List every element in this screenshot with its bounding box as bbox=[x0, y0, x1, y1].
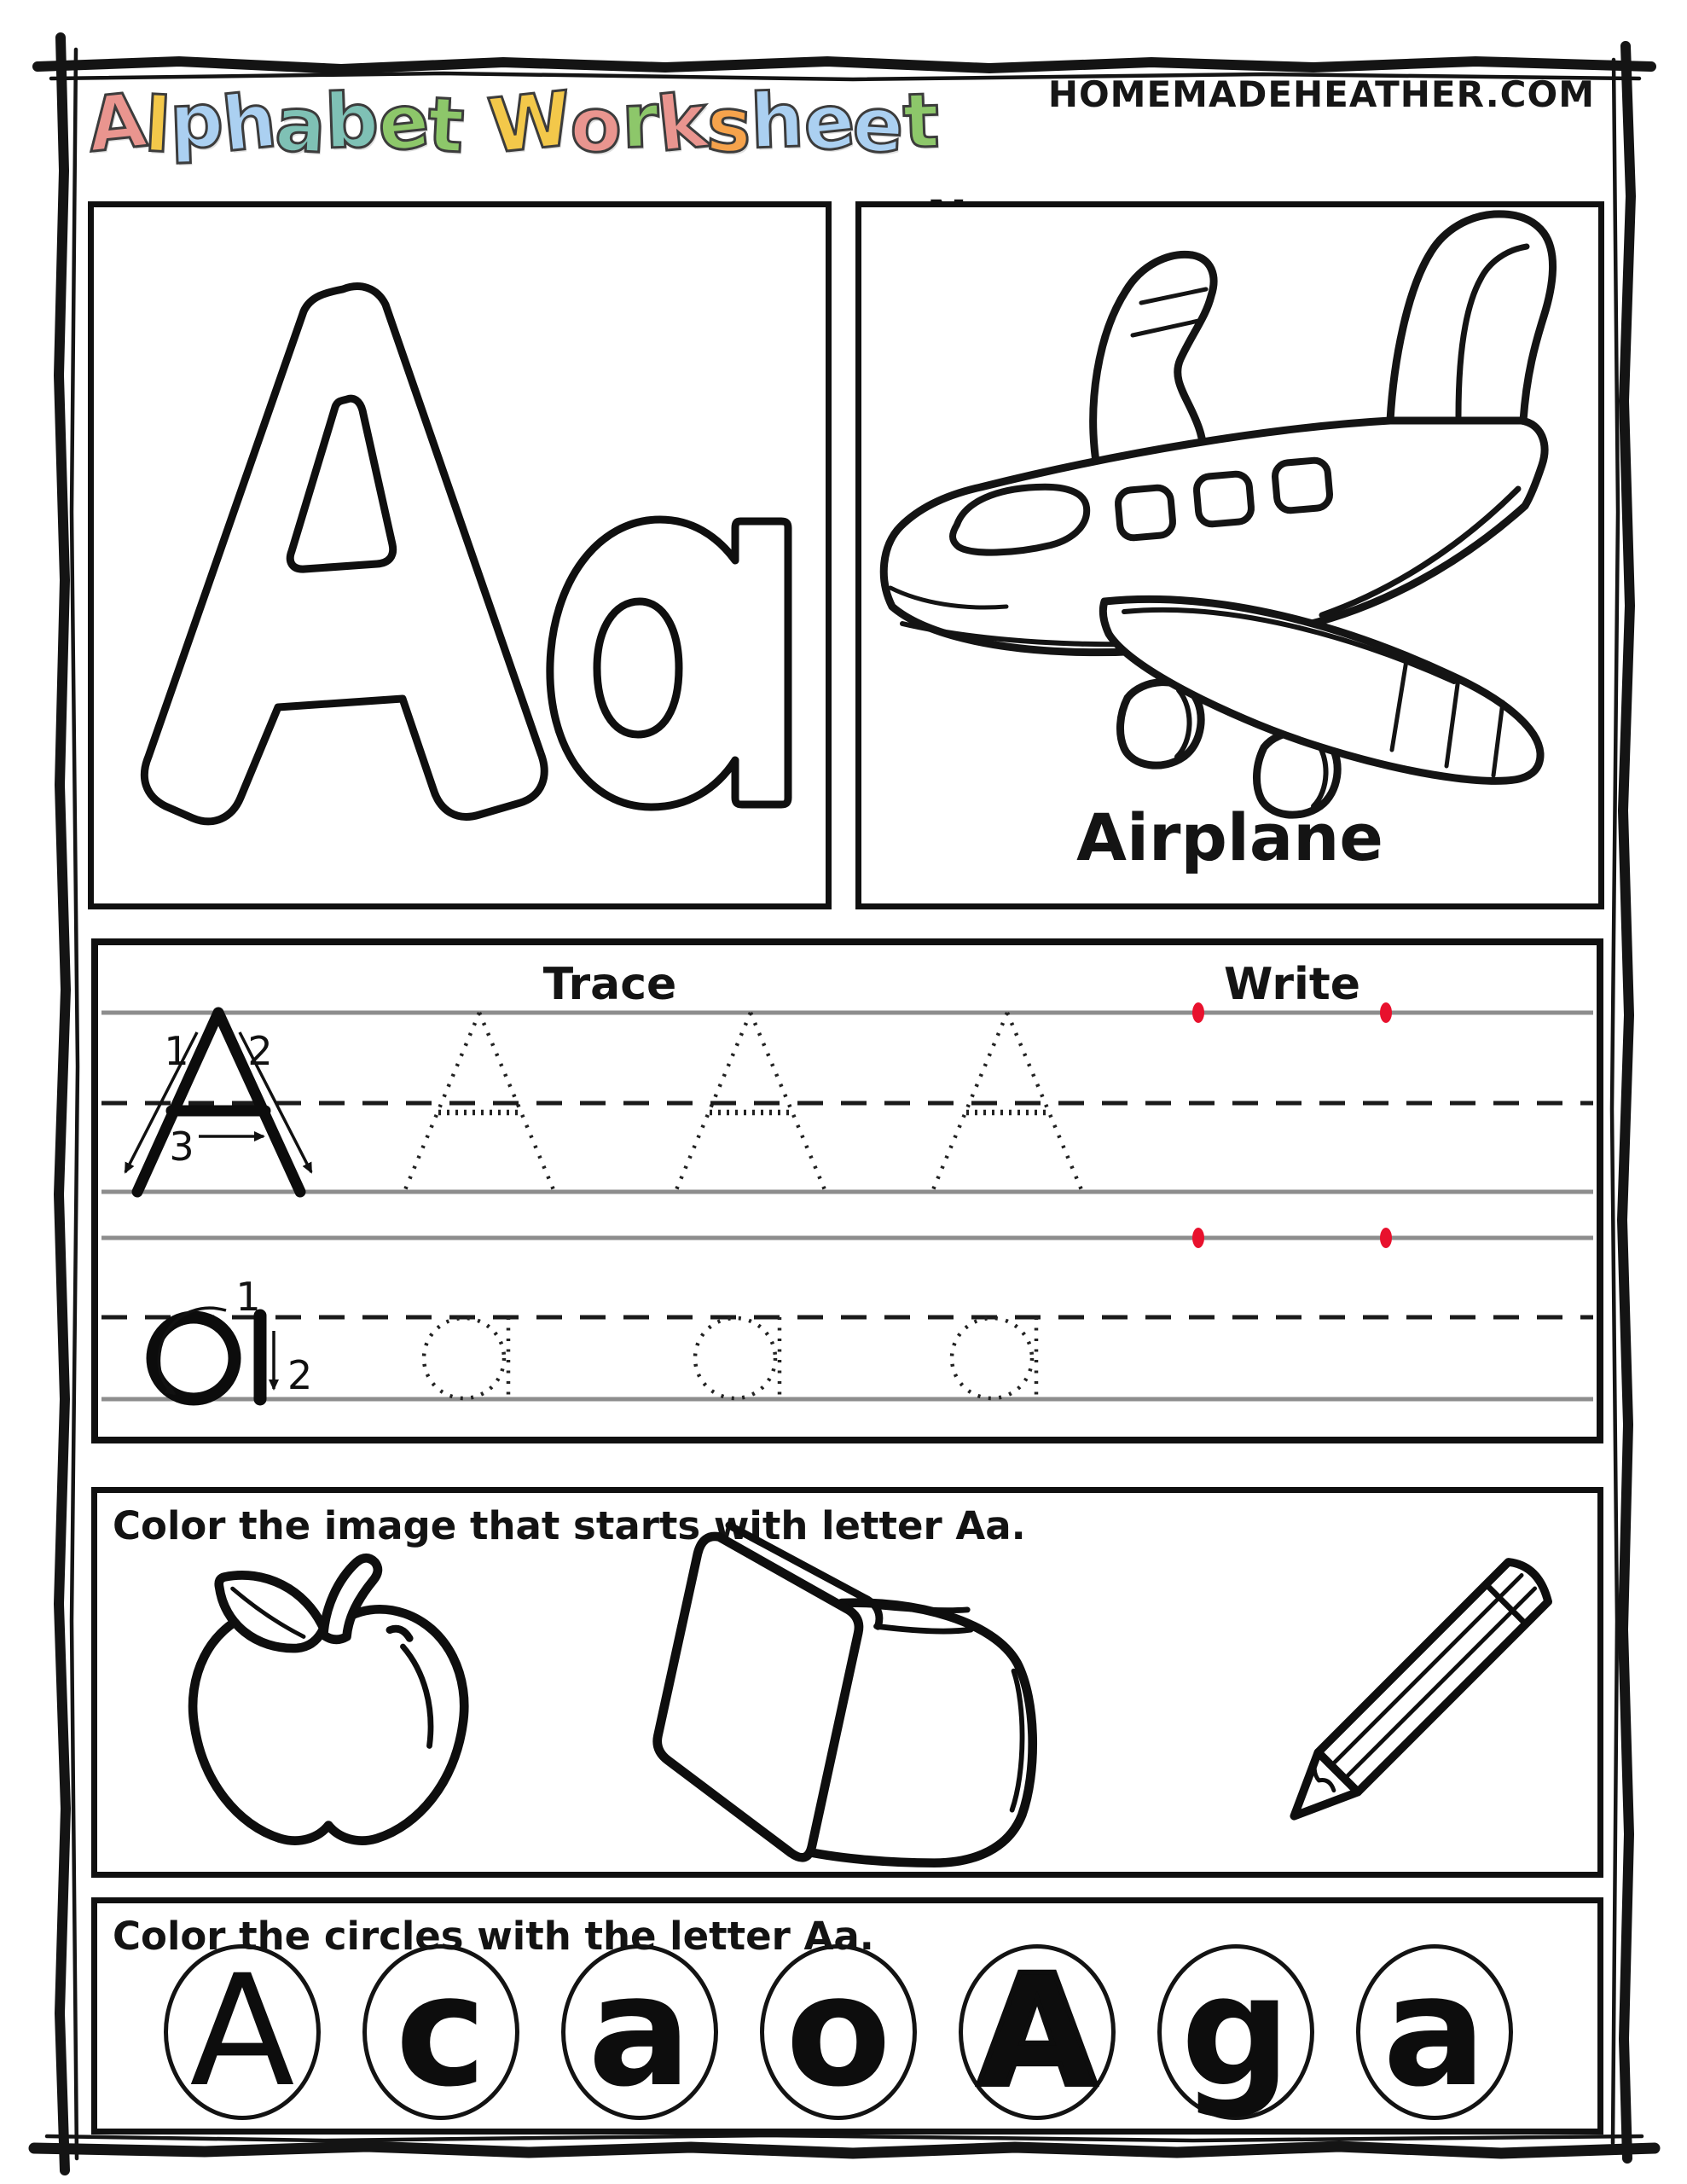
airplane-far-wing bbox=[1093, 254, 1214, 468]
write-start-dot bbox=[1192, 1002, 1204, 1023]
circle-letter: a bbox=[588, 1943, 692, 2121]
stroke-number: 1 bbox=[164, 1028, 189, 1074]
page-title bbox=[83, 74, 964, 171]
title-letter: l bbox=[142, 80, 172, 170]
trace-heading: Trace bbox=[542, 959, 677, 1010]
title-letter: t bbox=[426, 79, 466, 171]
apple-drawing bbox=[193, 1558, 464, 1840]
title-letter: h bbox=[749, 75, 805, 166]
title-letter: b bbox=[323, 75, 380, 166]
title-letter: p bbox=[168, 75, 224, 166]
airplane-window bbox=[1196, 473, 1253, 525]
write-start-dot bbox=[1380, 1002, 1392, 1023]
circle-letter: o bbox=[786, 1943, 891, 2121]
airplane-window bbox=[1117, 486, 1174, 538]
letter-circle bbox=[362, 1944, 519, 2120]
letter-aa-card bbox=[88, 201, 832, 909]
title-letter: A bbox=[83, 75, 150, 170]
circle-letter: a bbox=[1383, 1943, 1487, 2121]
stroke-number: 1 bbox=[235, 1274, 261, 1320]
image-word-label: Airplane bbox=[1076, 799, 1383, 875]
pencil-drawing bbox=[1294, 1562, 1548, 1816]
circle-letter: g bbox=[1180, 1943, 1291, 2121]
color-circles-instruction: Color the circles with the letter Aa. bbox=[113, 1914, 874, 1959]
trace-write-card bbox=[91, 938, 1603, 1443]
letter-circle bbox=[164, 1944, 321, 2120]
airplane-card bbox=[855, 201, 1604, 909]
write-start-dot bbox=[1380, 1228, 1392, 1248]
title-letter: k bbox=[652, 76, 711, 169]
title-letter: r bbox=[619, 76, 659, 166]
book-drawing bbox=[658, 1525, 1033, 1863]
stroke-number: 3 bbox=[169, 1124, 194, 1170]
letter-circle bbox=[1356, 1944, 1513, 2120]
title-letter: s bbox=[704, 79, 753, 171]
color-image-card bbox=[91, 1487, 1603, 1878]
airplane-window bbox=[1274, 459, 1331, 511]
title-letter: h bbox=[218, 76, 281, 169]
title-letter: e bbox=[374, 76, 433, 169]
bubble-letters-drawing bbox=[94, 207, 826, 903]
dotted-trace-letters-lowercase bbox=[424, 1317, 1036, 1399]
title-word-alphabet bbox=[83, 75, 466, 171]
letter-circle bbox=[561, 1944, 718, 2120]
title-letter: a bbox=[273, 79, 328, 171]
title-letter: W bbox=[484, 74, 576, 171]
title-letter: t bbox=[901, 76, 940, 166]
write-heading: Write bbox=[1223, 959, 1361, 1010]
handwriting-lines-drawing bbox=[98, 945, 1597, 1437]
stroke-number: 2 bbox=[247, 1028, 273, 1074]
title-letter: e bbox=[798, 76, 858, 169]
bubble-letter-uppercase-a bbox=[144, 287, 544, 822]
stroke-number: 2 bbox=[287, 1352, 313, 1398]
stroke-order-example-lowercase-a bbox=[153, 1274, 312, 1399]
circle-letter: c bbox=[395, 1943, 487, 2121]
letter-circle bbox=[959, 1944, 1116, 2120]
color-circles-card bbox=[91, 1897, 1603, 2135]
circle-letter: A bbox=[977, 1943, 1097, 2121]
title-word-worksheet bbox=[484, 74, 940, 171]
color-image-instruction: Color the image that starts with letter Aa. bbox=[113, 1503, 1026, 1548]
circle-letter: A bbox=[189, 1943, 295, 2121]
bubble-letter-lowercase-a bbox=[550, 520, 788, 807]
title-letter: o bbox=[568, 79, 624, 171]
letter-circle bbox=[760, 1944, 917, 2120]
letter-circle bbox=[1157, 1944, 1314, 2120]
title-letter: e bbox=[850, 79, 906, 171]
write-start-dot bbox=[1192, 1228, 1204, 1248]
coloring-images-drawing bbox=[97, 1493, 1597, 1872]
site-url: HOMEMADEHEATHER.COM bbox=[1047, 73, 1595, 115]
